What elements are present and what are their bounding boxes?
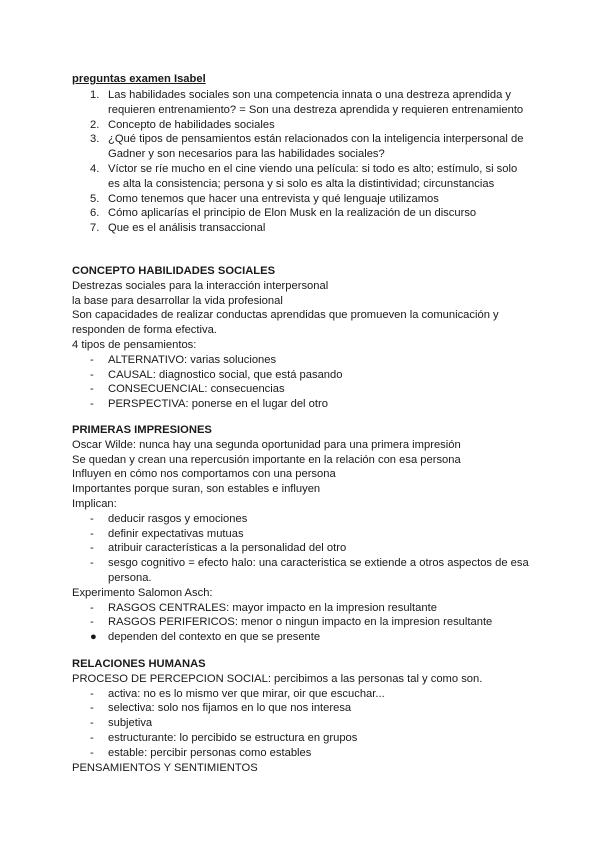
paragraph: Importantes porque suran, son estables e influyen [72,483,321,496]
bullet-list [72,687,532,761]
bullet-list [72,512,532,586]
section-concepto [72,264,532,412]
list-number: 3. [90,133,100,146]
list-item [72,630,532,645]
list-item [72,716,532,731]
list-item-text: atribuir características a la personalidad del otro [108,542,347,555]
list-item [72,88,532,118]
list-number: 2. [90,118,100,131]
dash-bullet: - [90,616,94,629]
list-item-text: Cómo aplicarías el principio de Elon Musk en la realización de un discurso [108,207,477,220]
list-item-text: ¿Qué tipos de pensamientos están relacionados con la inteligencia interpersonal de Gadner y son necesarios para las habilidades sociales? [108,133,524,161]
list-item-text: deducir rasgos y emociones [108,512,248,525]
list-item-text: estable: percibir personas como estables [108,746,312,759]
dash-bullet: - [90,512,94,525]
paragraph: Son capacidades de realizar conductas aprendidas que promueven la comunicación y responden de forma efectiva. [72,309,499,337]
list-number: 7. [90,222,100,235]
dash-bullet: - [90,717,94,730]
list-item-text: dependen del contexto en que se presente [108,631,321,644]
disc-bullet: ● [90,631,97,644]
dash-bullet: - [90,353,94,366]
dash-bullet: - [90,542,94,555]
paragraph: Se quedan y crean una repercusión importante en la relación con esa persona [72,453,461,466]
list-item-text: sesgo cognitivo = efecto halo: una caracteristica se extiende a otros aspectos de esa persona. [108,557,529,584]
paragraph: Destrezas sociales para la interacción interpersonal [72,279,329,292]
dash-bullet: - [90,527,94,540]
dash-bullet: - [90,383,94,396]
list-item [72,382,532,397]
paragraph: Oscar Wilde: nunca hay una segunda oportunidad para una primera impresión [72,438,461,451]
dash-bullet: - [90,731,94,744]
list-item-text: CAUSAL: diagnostico social, que está pasando [108,368,343,381]
list-item [72,397,532,412]
list-item-text: PERSPECTIVA: ponerse en el lugar del otro [108,398,328,411]
dash-bullet: - [90,687,94,700]
section-heading: CONCEPTO HABILIDADES SOCIALES [72,265,276,277]
section-primeras-impresiones [72,423,532,645]
list-item [72,731,532,746]
paragraph: la base para desarrollar la vida profesional [72,294,283,307]
list-number: 6. [90,207,100,220]
list-item [72,118,532,133]
paragraph: Implican: [72,497,117,510]
list-item-text: CONSECUENCIAL: consecuencias [108,383,285,396]
questions-list [72,88,532,236]
paragraph: Experimento Salomon Asch: [72,586,213,599]
list-item [72,527,532,542]
section-relaciones-humanas [72,657,532,775]
list-item [72,368,532,383]
list-number: 1. [90,89,100,101]
list-item [72,512,532,527]
list-item-text: RASGOS PERIFERICOS: menor o ningun impacto en la impresion resultante [108,616,493,629]
list-item-text: definir expectativas mutuas [108,527,244,540]
list-item-text: RASGOS CENTRALES: mayor impacto en la impresion resultante [108,601,437,614]
dash-bullet: - [90,557,94,570]
list-item [72,132,532,162]
list-item [72,701,532,716]
list-item [72,353,532,368]
section-heading: RELACIONES HUMANAS [72,658,206,670]
list-item [72,192,532,207]
list-item-text: subjetiva [108,717,153,730]
paragraph: PROCESO DE PERCEPCION SOCIAL: percibimos a las personas tal y como son. [72,672,483,685]
dash-bullet: - [90,601,94,614]
paragraph: 4 tipos de pensamientos: [72,338,197,351]
list-item [72,615,532,630]
list-item-text: activa: no es lo mismo ver que mirar, oir que escuchar... [108,687,385,700]
list-item [72,556,532,586]
list-item-text: ALTERNATIVO: varias soluciones [108,353,277,366]
list-number: 5. [90,192,100,205]
list-item-text: estructurante: lo percibido se estructura en grupos [108,731,358,744]
list-item [72,687,532,702]
bullet-list [72,353,532,412]
list-item [72,206,532,221]
dash-bullet: - [90,398,94,411]
list-item-text: Como tenemos que hacer una entrevista y qué lenguaje utilizamos [108,192,439,205]
list-item-text: Víctor se ríe mucho en el cine viendo una película: si todo es alto; estímulo, si solo es alta la consistencia; persona y si solo es alta la distintividad; circunstancias [108,162,518,190]
list-item-text: selectiva: solo nos fijamos en lo que nos interesa [108,702,352,715]
bullet-list [72,601,532,645]
list-number: 4. [90,162,100,175]
list-item [72,601,532,616]
list-item-text: Las habilidades sociales son una competencia innata o una destreza aprendida y requieren entrenamiento? = Son una destreza aprendida y requieren entrenamiento [108,89,524,116]
page-title: preguntas examen Isabel [72,73,206,85]
list-item [72,221,532,236]
dash-bullet: - [90,746,94,759]
list-item-text: Concepto de habilidades sociales [108,118,275,131]
dash-bullet: - [90,702,94,715]
list-item [72,162,532,192]
list-item-text: Que es el análisis transaccional [108,222,266,235]
paragraph: Influyen en cómo nos comportamos con una persona [72,468,336,481]
paragraph: PENSAMIENTOS Y SENTIMIENTOS [72,761,258,774]
list-item [72,541,532,556]
dash-bullet: - [90,368,94,381]
section-heading: PRIMERAS IMPRESIONES [72,424,212,436]
list-item [72,746,532,761]
